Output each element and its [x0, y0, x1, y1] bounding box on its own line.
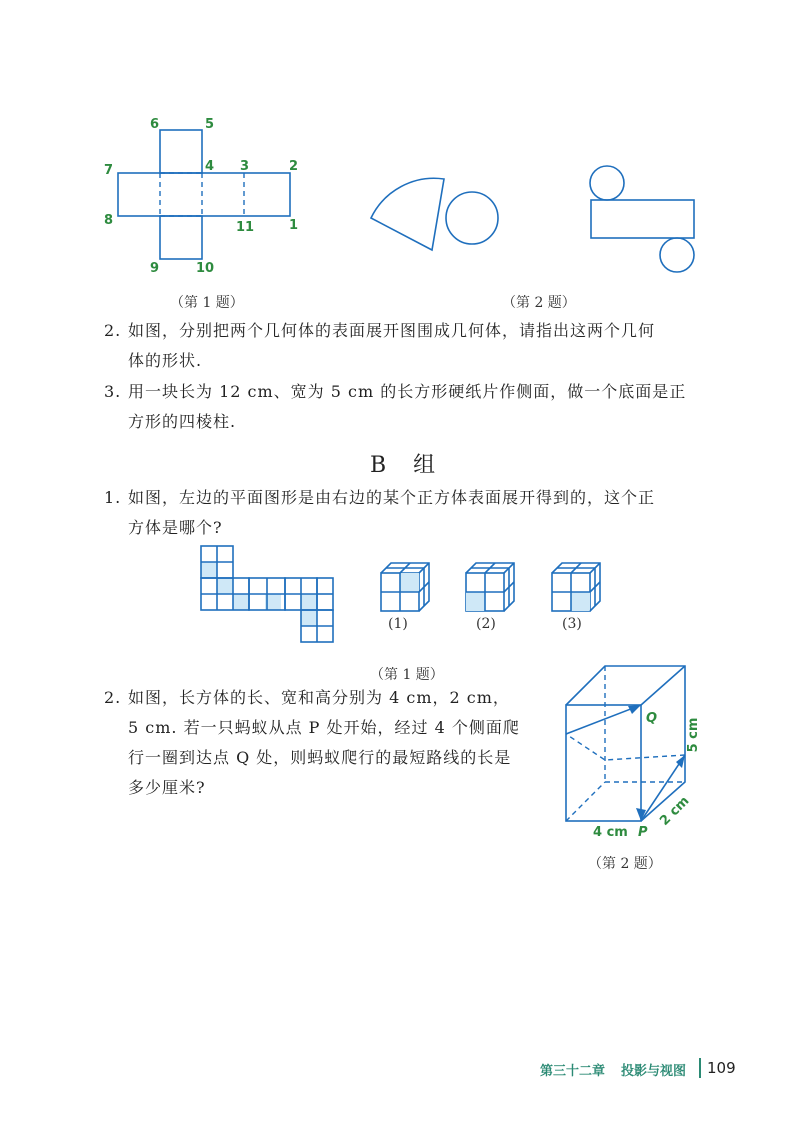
height-label: 5 cm: [686, 717, 701, 753]
length-label: 4 cm: [593, 825, 628, 840]
figure-caption: （第 1 题）: [170, 295, 244, 311]
problem-text: 行一圈到达点 Q 处，则蚂蚁爬行的最短路线的长是: [128, 748, 512, 767]
cuboid-figure: [566, 666, 685, 821]
problem-text: 多少厘米?: [128, 778, 206, 797]
page-number: 109: [707, 1059, 736, 1077]
net-label: 1: [289, 218, 299, 233]
problem-text: 体的形状.: [128, 351, 203, 370]
cube-3: [552, 563, 600, 611]
net-label: 6: [150, 117, 160, 132]
cube-net: [118, 130, 290, 259]
problem-text: 用一块长为 12 cm、宽为 5 cm 的长方形硬纸片作侧面，做一个底面是正: [128, 382, 687, 401]
net-label: 10: [196, 261, 215, 276]
net-label: 7: [104, 163, 114, 178]
net-label: 11: [236, 220, 255, 235]
cube-label: (1): [388, 616, 408, 632]
footer-divider: [699, 1058, 701, 1078]
point-q-label: Q: [646, 711, 658, 726]
problem-text: 方形的四棱柱.: [128, 412, 237, 431]
problem-text: 5 cm. 若一只蚂蚁从点 P 处开始，经过 4 个侧面爬: [128, 718, 520, 737]
cube-label: (2): [476, 616, 496, 632]
figure-caption: （第 1 题）: [370, 667, 444, 683]
figure-caption: （第 2 题）: [502, 295, 576, 311]
problem-a-2: [104, 316, 704, 376]
point-p-label: P: [638, 825, 648, 840]
net-label: 4: [205, 159, 215, 174]
net-label: 2: [289, 159, 299, 174]
problem-text: 如图，长方体的长、宽和高分别为 4 cm，2 cm，: [128, 688, 510, 707]
footer-title: 投影与视图: [621, 1064, 687, 1079]
footer-chapter: 第三十二章: [540, 1064, 606, 1079]
problem-number: 1.: [104, 488, 122, 507]
problem-b-1: [104, 483, 704, 543]
problem-b-2: [104, 683, 554, 803]
cube-2: [466, 563, 514, 611]
net-label: 3: [240, 159, 250, 174]
problem-text: 如图，分别把两个几何体的表面展开图围成几何体，请指出这两个几何: [128, 321, 656, 340]
problem-number: 3.: [104, 382, 122, 401]
net-label: 8: [104, 213, 114, 228]
section-heading: B 组: [370, 453, 446, 478]
problem-number: 2.: [104, 688, 122, 707]
cube-1: [381, 563, 429, 611]
net-label: 9: [150, 261, 160, 276]
figure-caption: （第 2 题）: [588, 856, 662, 872]
problem-text: 如图，左边的平面图形是由右边的某个正方体表面展开得到的，这个正: [128, 488, 656, 507]
problem-a-3: [104, 377, 704, 437]
problem-number: 2.: [104, 321, 122, 340]
width-label: 2 cm: [657, 793, 693, 829]
cylinder-net: [590, 166, 694, 272]
cone-net: [371, 178, 498, 250]
flat-net-grid: [201, 546, 333, 642]
cube-label: (3): [562, 616, 582, 632]
net-label: 5: [205, 117, 215, 132]
problem-text: 方体是哪个?: [128, 518, 223, 537]
